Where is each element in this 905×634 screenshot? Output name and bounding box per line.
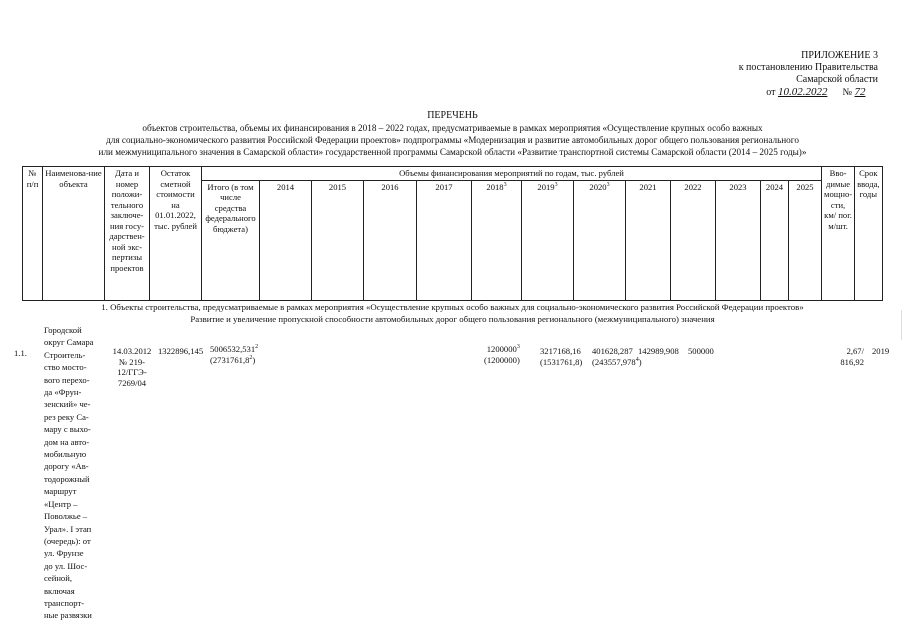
title-line-3: или межмуниципального значения в Самарской области» государственной программы Самарской области «Развитие транспортной системы Самарской области (2014 – 2025 годы)» — [98, 147, 807, 157]
row-total: 5006532,531$^2$ (2731761,8$^2$) — [210, 344, 259, 365]
resolution-number: 72 — [854, 86, 866, 98]
object-name-line: зенский» че- — [44, 399, 91, 410]
col-header-expertise: Дата и номер положи-тельного заключе-ния госу-дарствен-ной экс-пертизы проектов — [105, 167, 150, 301]
section-heading — [30, 302, 875, 325]
col-header-remain: Остаток сметной стоимости на 01.01.2022, тыс. рублей — [150, 167, 202, 301]
resolution-date: 10.02.2022 — [777, 86, 828, 98]
object-name-line: Городской — [44, 325, 82, 335]
object-name-line: рез реку Са- — [44, 411, 89, 422]
row-2018: 1200000$^3$ (1200000) — [484, 344, 520, 365]
row-expertise: 14.03.2012 № 219- 12/ГГЭ- 7269/04 — [112, 346, 152, 388]
col-header-num: № п/п — [23, 167, 43, 301]
row-object-name — [44, 324, 106, 622]
object-name-line: до ул. Шос- — [44, 560, 88, 571]
row-2021: 142989,908 — [638, 346, 679, 356]
year-header: 2016 — [364, 180, 417, 300]
year-header: 2023 — [716, 180, 761, 300]
year-header: 2024 — [761, 180, 789, 300]
year-header: 2015 — [312, 180, 364, 300]
row-term: 2019 — [872, 346, 890, 356]
title-line-1: объектов строительства, объемы их финансирования в 2018 – 2022 годах, предусматриваемые в рамках мероприятия «Осуществление крупных особо важных — [142, 123, 763, 133]
object-name-line: Поволжье – — [44, 511, 88, 522]
col-header-capacity: Вво-димые мощно-сти, км/ пог. м/шт. — [822, 167, 855, 301]
object-name-line: транспорт- — [44, 597, 85, 608]
year-header: 2017 — [417, 180, 472, 300]
row-2019: 3217168,16 (1531761,8) — [540, 346, 583, 367]
date-prefix: от — [766, 87, 776, 98]
object-name-line: округ Самара — [44, 337, 94, 348]
financing-table — [22, 166, 883, 301]
appendix-block — [600, 50, 878, 99]
object-name-line: (очередь): от — [44, 535, 91, 546]
col-header-total: Итого (в том числе средства федерального бюджета) — [202, 180, 260, 300]
year-header: 2022 — [671, 180, 716, 300]
object-name-line: ство мосто- — [44, 362, 87, 373]
year-header: 2025 — [789, 180, 822, 300]
row-capacity: 2,67/ 816,92 — [840, 346, 864, 367]
object-name-line: «Центр – — [44, 498, 78, 509]
scan-edge — [901, 310, 902, 340]
object-name-line: маршрут — [44, 486, 77, 497]
object-name-line: Урал». I этап — [44, 523, 92, 534]
col-header-name: Наименова-ние объекта — [43, 167, 105, 301]
object-name-line: сейной, — [44, 573, 72, 584]
row-remain: 1322896,145 — [158, 346, 204, 356]
appendix-date-line — [600, 86, 878, 99]
object-name-line: дорогу «Ав- — [44, 461, 89, 472]
section-line-1: 1. Объекты строительства, предусматриваемые в рамках мероприятия «Осуществление крупных особо важных для социально-экономического развития Российской Федерации проектов» — [101, 302, 804, 312]
year-header: 2021 — [626, 180, 671, 300]
object-name-line: Строитель- — [44, 349, 86, 360]
col-header-financing: Объемы финансирования мероприятий по годам, тыс. рублей — [202, 167, 822, 181]
title-heading: ПЕРЕЧЕНЬ — [427, 110, 478, 121]
row-number: 1.1. — [14, 348, 27, 358]
object-name-line: ные развязки — [44, 610, 92, 621]
object-name-line: мару с выхо- — [44, 424, 91, 435]
object-name-line: вого перехо- — [44, 374, 90, 385]
object-name-line: включая — [44, 585, 75, 596]
title-line-2: для социально-экономического развития Российской Федерации проектов» подпрограммы «Модернизация и развитие автомобильных дорог общего пользования регионального — [106, 135, 799, 145]
year-header: 2014 — [260, 180, 312, 300]
year-header: 2019$^3$ — [522, 180, 574, 300]
object-name-line: да «Фрун- — [44, 387, 82, 398]
year-header: 2020$^3$ — [574, 180, 626, 300]
document-title — [30, 110, 875, 158]
col-header-term: Срок ввода, годы — [855, 167, 882, 301]
section-line-2: Развитие и увеличение пропускной способности автомобильных дорог общего пользования регионального (межмуниципального) значения — [190, 313, 715, 324]
object-name-line: ул. Фрунзе — [44, 548, 84, 559]
row-2020: 401628,287 (243557,978$^4$) — [592, 346, 642, 367]
appendix-region: Самарской области — [796, 74, 878, 85]
object-name-line: дом на авто- — [44, 436, 90, 447]
number-prefix: № — [842, 87, 852, 98]
year-header: 2018$^3$ — [472, 180, 522, 300]
object-name-line: мобильную — [44, 449, 87, 460]
appendix-resolution: к постановлению Правительства — [738, 62, 878, 73]
row-2022: 500000 — [688, 346, 714, 356]
appendix-title: ПРИЛОЖЕНИЕ 3 — [801, 50, 878, 61]
object-name-line: тодорожный — [44, 473, 90, 484]
